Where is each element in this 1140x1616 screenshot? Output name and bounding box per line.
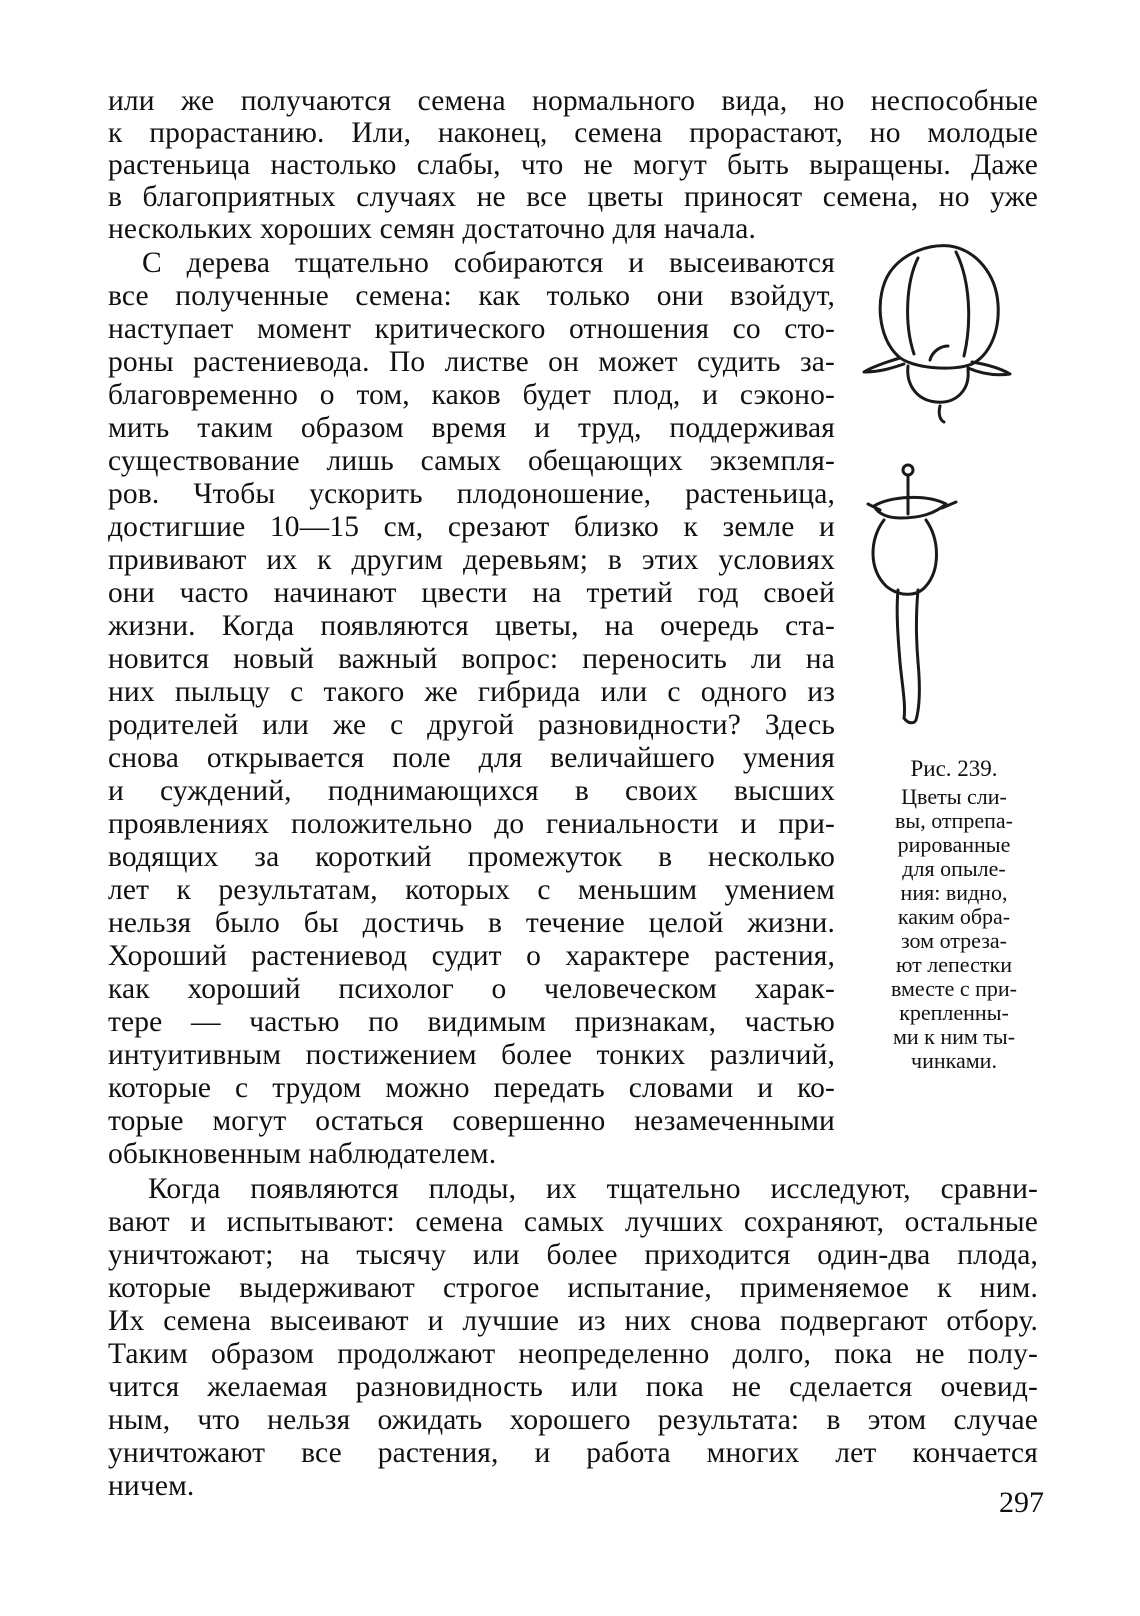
text-line: существование лишь самых обещающих экземпля- <box>108 445 835 477</box>
text-line: С дерева тщательно собираются и высеиваются <box>142 247 835 279</box>
text-line: нескольких хороших семян достаточно для начала. <box>108 213 756 245</box>
text-line: них пыльцу с такого же гибрида или с одного из <box>108 676 835 708</box>
text-line: тере — частью по видимым признакам, частью <box>108 1006 835 1038</box>
caption-line: вместе с при- <box>890 976 1018 1001</box>
text-line: Таким образом продолжают неопределенно долго, пока не полу- <box>108 1338 1038 1370</box>
text-line: как хороший психолог о человеческом харак- <box>108 973 835 1005</box>
text-line: водящих за короткий промежуток в несколько <box>108 841 835 873</box>
caption-line: Рис. 239. <box>910 756 998 781</box>
text-line: которые с трудом можно передать словами и ко- <box>108 1072 835 1104</box>
caption-line: для опыле- <box>902 856 1006 881</box>
text-line: благовременно о том, каков будет плод, и сэконо- <box>108 379 835 411</box>
text-line: мить таким образом время и труд, поддерживая <box>108 412 835 444</box>
text-line: они часто начинают цвести на третий год своей <box>108 577 835 609</box>
text-line: которые выдерживают строгое испытание, применяемое к ним. <box>108 1272 1038 1304</box>
text-line: Их семена высеивают и лучшие из них снова подвергают отбору. <box>108 1305 1038 1337</box>
text-line: жизни. Когда появляются цветы, на очередь ста- <box>108 610 835 642</box>
text-line: чится желаемая разновидность или пока не сделается очевид- <box>108 1371 1038 1403</box>
text-line: наступает момент критического отношения со сто- <box>108 313 835 345</box>
text-line: и суждений, поднимающихся в своих высших <box>108 775 835 807</box>
text-line: прививают их к другим деревьям; в этих условиях <box>108 544 835 576</box>
text-line: роны растениевода. По листве он может судить за- <box>108 346 835 378</box>
text-line: в благоприятных случаях не все цветы приносят семена, но уже <box>108 181 1038 213</box>
text-line: ров. Чтобы ускорить плодоношение, растеньица, <box>108 478 835 510</box>
text-line: все полученные семена: как только они взойдут, <box>108 280 835 312</box>
text-line: ным, что нельзя ожидать хорошего результата: в этом случае <box>108 1404 1038 1436</box>
caption-line: ют лепестки <box>896 952 1012 977</box>
caption-line: вы, отпрепа- <box>895 808 1013 833</box>
text-line: родителей или же с другой разновидности? Здесь <box>108 709 835 741</box>
caption-line: рированные <box>897 832 1011 857</box>
text-line: новится новый важный вопрос: переносить ли на <box>108 643 835 675</box>
text-line: снова открывается поле для величайшего умения <box>108 742 835 774</box>
text-line: достигшие 10—15 см, срезают близко к земле и <box>108 511 835 543</box>
text-line: уничтожают; на тысячу или более приходится один-два плода, <box>108 1239 1038 1271</box>
flower-bud-illustration <box>860 238 1020 426</box>
caption-line: зом отреза- <box>901 928 1007 953</box>
text-line: или же получаются семена нормального вида, но неспособные <box>108 85 1038 117</box>
flower-stalk-illustration <box>860 462 970 726</box>
text-line: Хороший растениевод судит о характере растения, <box>108 940 835 972</box>
text-line: ничем. <box>108 1470 195 1502</box>
caption-line: крепленны- <box>899 1000 1009 1025</box>
caption-line: ния: видно, <box>900 880 1008 905</box>
text-line: растеньица настолько слабы, что не могут быть выращены. Даже <box>108 149 1038 181</box>
caption-line: чинками. <box>911 1048 997 1073</box>
text-line: нельзя было бы достичь в течение целой жизни. <box>108 907 835 939</box>
text-line: торые могут остаться совершенно незамеченными <box>108 1105 835 1137</box>
text-line: к прорастанию. Или, наконец, семена прорастают, но молодые <box>108 117 1038 149</box>
page-number: 297 <box>999 1486 1044 1519</box>
caption-line: Цветы сли- <box>901 784 1007 809</box>
text-line: вают и испытывают: семена самых лучших сохраняют, остальные <box>108 1206 1038 1238</box>
text-line: обыкновенным наблюдателем. <box>108 1138 497 1170</box>
text-line: проявлениях положительно до гениальности и при- <box>108 808 835 840</box>
text-line: лет к результатам, которых с меньшим умением <box>108 874 835 906</box>
text-line: уничтожают все растения, и работа многих лет кончается <box>108 1437 1038 1469</box>
text-line: Когда появляются плоды, их тщательно исследуют, сравни- <box>148 1173 1038 1205</box>
text-line: интуитивным постижением более тонких различий, <box>108 1039 835 1071</box>
caption-line: каким обра- <box>897 904 1011 929</box>
caption-line: ми к ним ты- <box>892 1024 1016 1049</box>
